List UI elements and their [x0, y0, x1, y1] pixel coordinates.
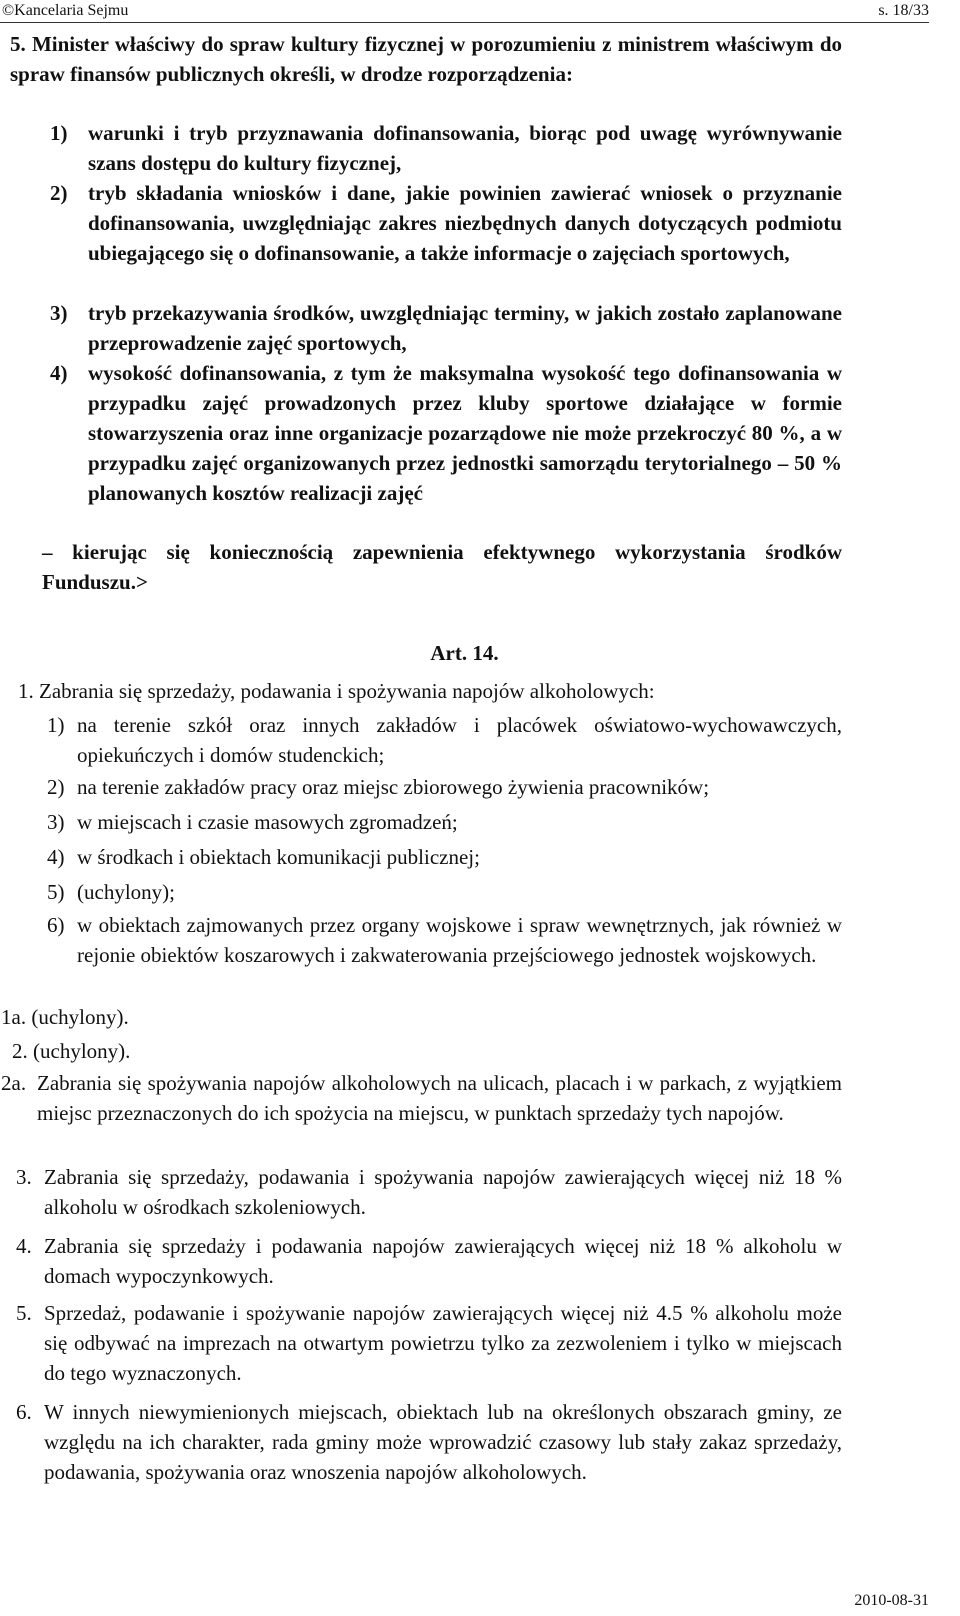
list-text: na terenie szkół oraz innych zakładów i placówek oświatowo-wychowawczych, opiekuńczych i domów studenckich; — [77, 713, 842, 767]
list-text: w miejscach i czasie masowych zgromadzeń; — [77, 810, 458, 834]
list-item-2 — [47, 772, 842, 802]
bold-list-text: wysokość dofinansowania, z tym że maksymalna wysokość tego dofinansowania w przypadku zajęć prowadzonych przez kluby sportowe działające w formie stowarzyszenia oraz inne organizacje pozarządowe nie może przekroczyć 80 %, a w przypadku zajęć organizowanych przez jednostki samorządu terytorialnego – 50 % planowanych kosztów realizacji zajęć — [88, 361, 842, 505]
section-text: Zabrania się sprzedaży, podawania i spożywania napojów alkoholowych: — [39, 679, 655, 703]
bold-list-text: tryb przekazywania środków, uwzględniając terminy, w jakich zostało zaplanowane przeprowadzenie zajęć sportowych, — [88, 301, 842, 355]
bold-list-item-1 — [50, 118, 842, 178]
paragraph-5-intro: 5. Minister właściwy do spraw kultury fizycznej w porozumieniu z ministrem właściwym do spraw finansów publicznych określi, w drodze rozporządzenia: — [10, 32, 842, 86]
list-text: w obiektach zajmowanych przez organy wojskowe i spraw wewnętrznych, jak również w rejonie obiektów koszarowych i zakwaterowania przejściowego jednostek wojskowych. — [77, 913, 842, 967]
list-number: 3) — [47, 810, 65, 834]
article-title: Art. 14. — [430, 641, 499, 665]
list-item-6 — [47, 910, 842, 970]
bold-list-number: 2) — [50, 181, 68, 205]
list-number: 4) — [47, 845, 65, 869]
section-5 — [16, 1298, 842, 1388]
header-source: ©Kancelaria Sejmu — [2, 2, 129, 19]
bold-list-item-3 — [50, 298, 842, 358]
list-item-3 — [47, 807, 842, 837]
list-item-4 — [47, 842, 842, 872]
bold-list-text: warunki i tryb przyznawania dofinansowania, biorąc pod uwagę wyrównywanie szans dostępu do kultury fizycznej, — [88, 121, 842, 175]
bold-list-number: 4) — [50, 361, 68, 385]
section-1a — [1, 1002, 841, 1032]
bold-list-item-4 — [50, 358, 842, 508]
bold-closing-clause: – kierując się koniecznością zapewnienia efektywnego wykorzystania środków Funduszu.> — [42, 540, 842, 594]
section-number: 2a. — [1, 1071, 27, 1095]
list-text: w środkach i obiektach komunikacji publicznej; — [77, 845, 480, 869]
list-item-5 — [47, 877, 842, 907]
section-2 — [12, 1036, 842, 1066]
section-3 — [16, 1162, 842, 1222]
section-number: 1a. — [1, 1005, 27, 1029]
section-2a — [1, 1068, 842, 1128]
header-divider — [0, 22, 929, 23]
list-number: 1) — [47, 713, 65, 737]
section-1 — [18, 676, 848, 706]
list-number: 2) — [47, 775, 65, 799]
list-text: na terenie zakładów pracy oraz miejsc zbiorowego żywienia pracowników; — [77, 775, 710, 799]
bold-list-number: 1) — [50, 121, 68, 145]
section-number: 5. — [16, 1301, 32, 1325]
footer-date: 2010-08-31 — [854, 1592, 929, 1609]
section-text: W innych niewymienionych miejscach, obiektach lub na określonych obszarach gminy, ze względu na ich charakter, rada gminy może wprowadzić czasowy lub stały zakaz sprzedaży, podawania, spożywania oraz wnoszenia napojów alkoholowych. — [44, 1400, 842, 1484]
list-item-1 — [47, 710, 842, 770]
bold-list-item-2 — [50, 178, 842, 268]
section-text: (uchylony). — [31, 1005, 129, 1029]
bold-list-text: tryb składania wniosków i dane, jakie powinien zawierać wniosek o przyznanie dofinansowania, uwzględniając zakres niezbędnych danych dotyczących podmiotu ubiegającego się o dofinansowanie, a także informacje o zajęciach sportowych, — [88, 181, 842, 265]
header-page-number: s. 18/33 — [878, 2, 929, 19]
section-number: 6. — [16, 1400, 32, 1424]
list-text: (uchylony); — [77, 880, 175, 904]
section-text: Zabrania się sprzedaży, podawania i spożywania napojów zawierających więcej niż 18 % alkoholu w ośrodkach szkoleniowych. — [44, 1165, 842, 1219]
bold-list-number: 3) — [50, 301, 68, 325]
list-number: 6) — [47, 913, 65, 937]
section-6 — [16, 1397, 842, 1487]
section-number: 3. — [16, 1165, 32, 1189]
section-number: 4. — [16, 1234, 32, 1258]
section-4 — [16, 1231, 842, 1291]
section-text: Zabrania się sprzedaży i podawania napojów zawierających więcej niż 18 % alkoholu w domach wypoczynkowych. — [44, 1234, 842, 1288]
section-text: (uchylony). — [33, 1039, 131, 1063]
section-number: 1. — [18, 679, 34, 703]
section-number: 2. — [12, 1039, 28, 1063]
section-text: Zabrania się spożywania napojów alkoholowych na ulicach, placach i w parkach, z wyjątkiem miejsc przeznaczonych do ich spożycia na miejscu, w punktach sprzedaży tych napojów. — [37, 1071, 842, 1125]
section-text: Sprzedaż, podawanie i spożywanie napojów zawierających więcej niż 4.5 % alkoholu może się odbywać na imprezach na otwartym powietrzu tylko za zezwoleniem i tylko w miejscach do tego wyznaczonych. — [44, 1301, 842, 1385]
list-number: 5) — [47, 880, 65, 904]
